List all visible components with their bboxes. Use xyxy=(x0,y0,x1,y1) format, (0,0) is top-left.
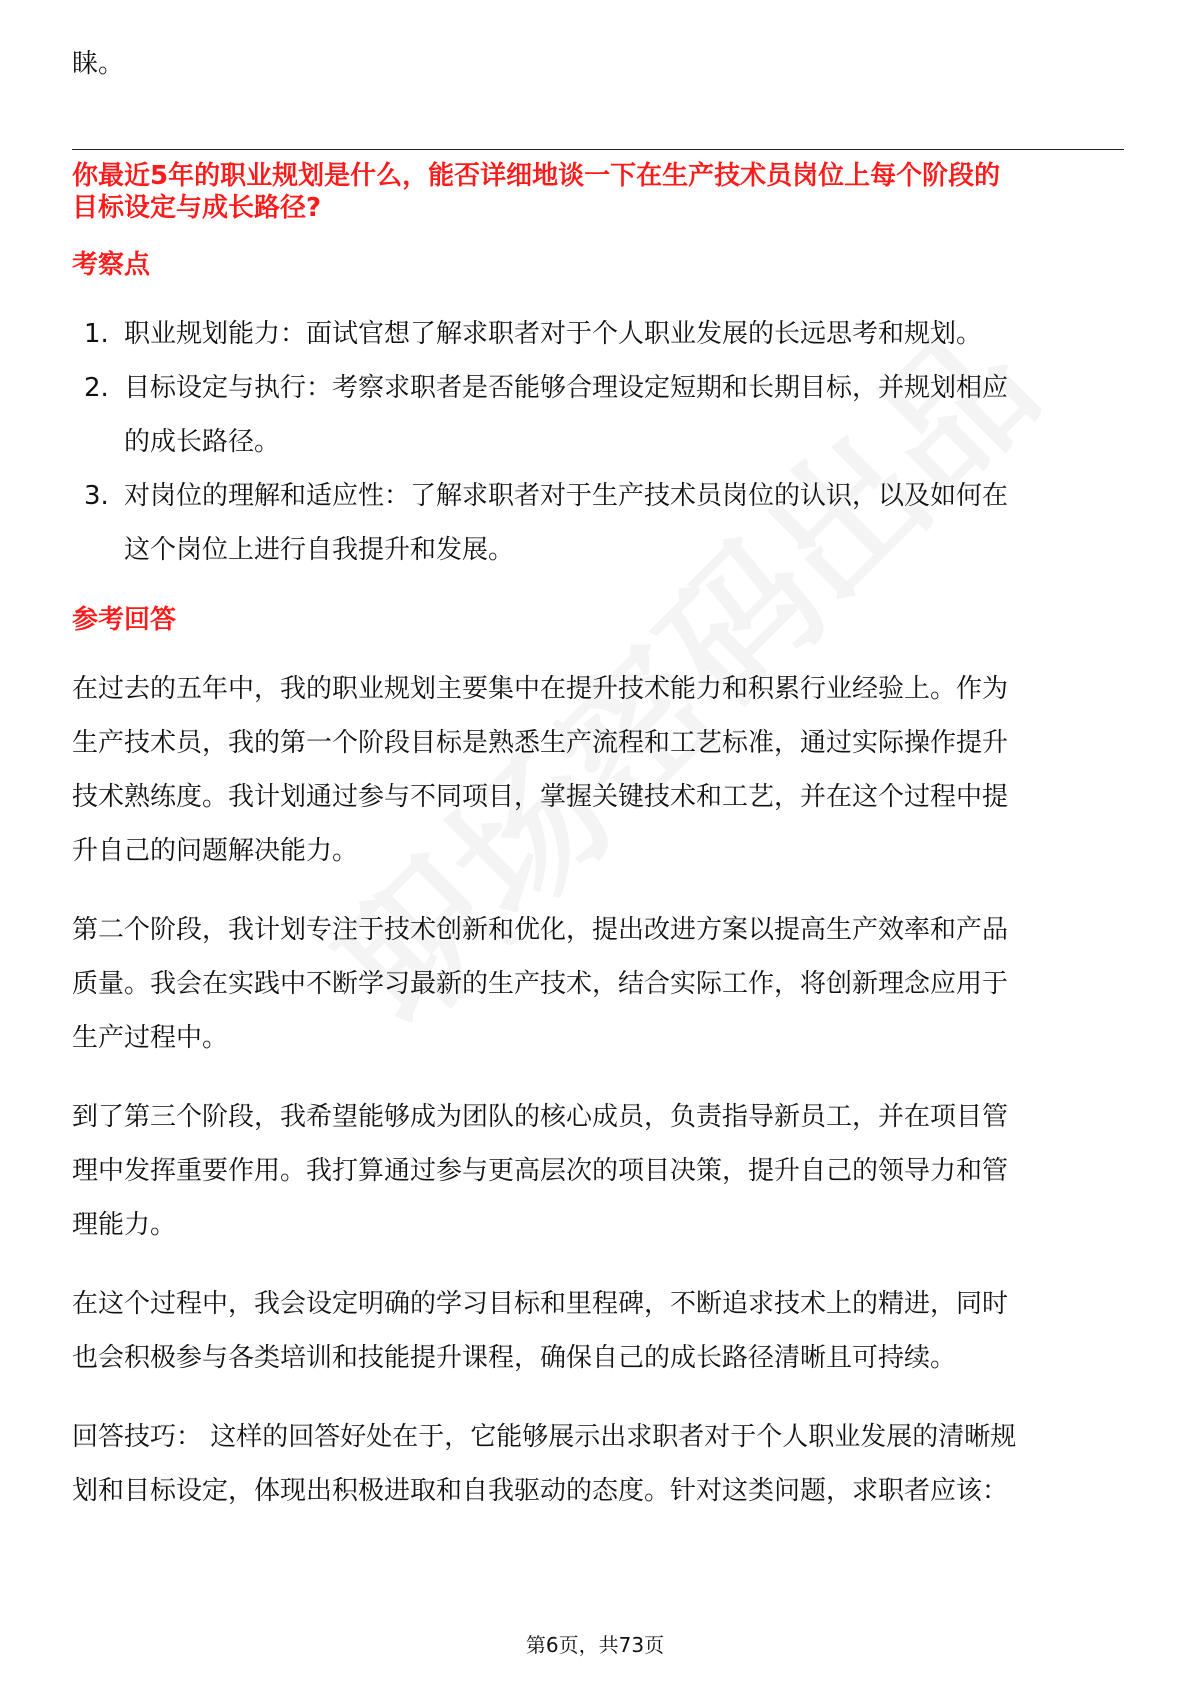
question-line-1: 你最近5年的职业规划是什么，能否详细地谈一下在生产技术员岗位上每个阶段的 xyxy=(72,161,1001,191)
paragraph-line: 在这个过程中，我会设定明确的学习目标和里程碑，不断追求技术上的精进，同时 xyxy=(72,1289,1009,1319)
list-item-continuation: 的成长路径。 xyxy=(124,427,281,457)
paragraph-line: 技术熟练度。我计划通过参与不同项目，掌握关键技术和工艺，并在这个过程中提 xyxy=(72,782,1009,812)
paragraph-line: 划和目标设定，体现出积极进取和自我驱动的态度。针对这类问题，求职者应该： xyxy=(72,1476,1009,1506)
list-number: 3. xyxy=(84,481,109,511)
top-fragment: 睐。 xyxy=(72,49,125,79)
divider xyxy=(72,149,1124,150)
paragraph-line: 也会积极参与各类培训和技能提升课程，确保自己的成长路径清晰且可持续。 xyxy=(72,1343,957,1373)
question-line-2: 目标设定与成长路径? xyxy=(72,193,322,223)
section-heading-answer: 参考回答 xyxy=(72,605,177,635)
paragraph-line: 在过去的五年中，我的职业规划主要集中在提升技术能力和积累行业经验上。作为 xyxy=(72,674,1009,704)
list-item: 对岗位的理解和适应性：了解求职者对于生产技术员岗位的认识，以及如何在 xyxy=(124,481,1009,511)
paragraph-line: 质量。我会在实践中不断学习最新的生产技术，结合实际工作，将创新理念应用于 xyxy=(72,969,1009,999)
paragraph-line: 生产技术员，我的第一个阶段目标是熟悉生产流程和工艺标准，通过实际操作提升 xyxy=(72,728,1009,758)
section-heading-points: 考察点 xyxy=(72,250,151,280)
paragraph-line: 理能力。 xyxy=(72,1210,177,1240)
paragraph-line: 回答技巧： 这样的回答好处在于，它能够展示出求职者对于个人职业发展的清晰规 xyxy=(72,1422,1017,1452)
list-item: 职业规划能力：面试官想了解求职者对于个人职业发展的长远思考和规划。 xyxy=(124,319,983,349)
paragraph-line: 第二个阶段，我计划专注于技术创新和优化，提出改进方案以提高生产效率和产品 xyxy=(72,915,1009,945)
list-item-continuation: 这个岗位上进行自我提升和发展。 xyxy=(124,535,515,565)
list-number: 2. xyxy=(84,373,109,403)
list-item: 目标设定与执行：考察求职者是否能够合理设定短期和长期目标，并规划相应 xyxy=(124,373,1009,403)
list-number: 1. xyxy=(84,319,109,349)
paragraph-line: 理中发挥重要作用。我打算通过参与更高层次的项目决策，提升自己的领导力和管 xyxy=(72,1156,1009,1186)
paragraph-line: 升自己的问题解决能力。 xyxy=(72,836,359,866)
paragraph-line: 生产过程中。 xyxy=(72,1023,229,1053)
paragraph-line: 到了第三个阶段，我希望能够成为团队的核心成员，负责指导新员工，并在项目管 xyxy=(72,1102,1009,1132)
page-number-footer: 第6页，共73页 xyxy=(525,1633,665,1657)
